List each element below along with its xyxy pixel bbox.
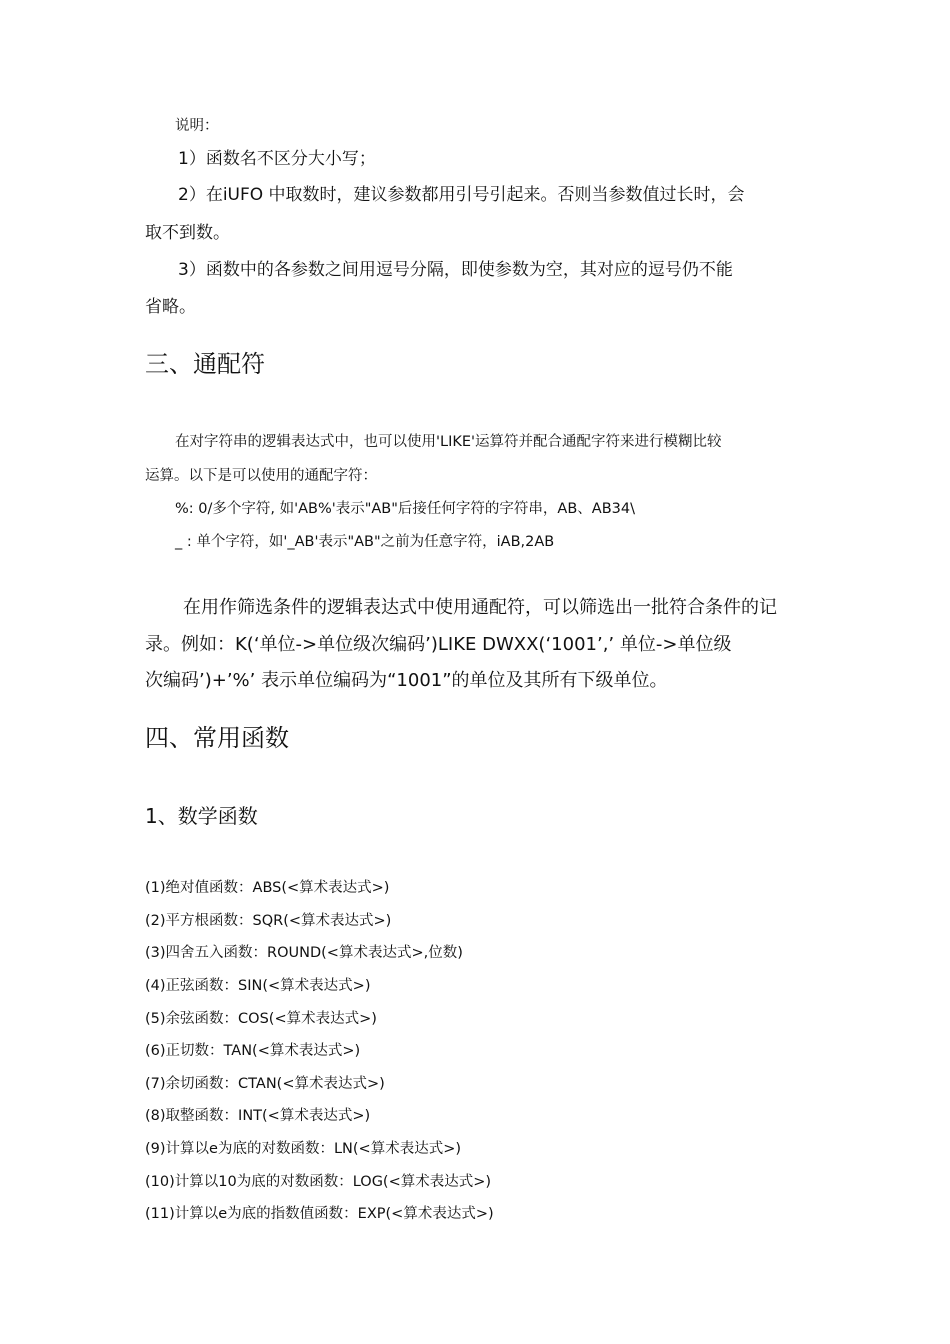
function-item: (11)计算以e为底的指数值函数：EXP(<算术表达式>) — [145, 1206, 494, 1222]
example-line-3: 次编码’)+’%’ 表示单位编码为“1001”的单位及其所有下级单位。 — [145, 670, 668, 691]
wildcard-intro-line-2: 运算。以下是可以使用的通配字符： — [145, 468, 377, 484]
function-item: (4)正弦函数：SIN(<算术表达式>) — [145, 978, 371, 994]
function-item: (5)余弦函数：COS(<算术表达式>) — [145, 1011, 377, 1027]
example-line-1: 在用作筛选条件的逻辑表达式中使用通配符，可以筛选出一批符合条件的记 — [183, 597, 777, 618]
section-4-title: 四、常用函数 — [145, 724, 289, 752]
function-item: (9)计算以e为底的对数函数：LN(<算术表达式>) — [145, 1141, 461, 1157]
subsection-math-title: 1、数学函数 — [145, 804, 258, 828]
note-item-3-line-2: 省略。 — [145, 297, 196, 317]
wildcard-percent: %: 0/多个字符, 如'AB%'表示"AB"后接任何字符的字符串，AB、AB34\ — [175, 501, 635, 517]
wildcard-intro-line-1: 在对字符串的逻辑表达式中，也可以使用'LIKE'运算符并配合通配字符来进行模糊比较 — [175, 434, 722, 450]
function-item: (3)四舍五入函数：ROUND(<算术表达式>,位数) — [145, 945, 463, 961]
function-item: (10)计算以10为底的对数函数：LOG(<算术表达式>) — [145, 1174, 492, 1190]
function-item: (2)平方根函数：SQR(<算术表达式>) — [145, 913, 392, 929]
function-item: (8)取整函数：INT(<算术表达式>) — [145, 1108, 371, 1124]
notes-heading: 说明： — [175, 118, 219, 134]
function-item: (7)余切函数：CTAN(<算术表达式>) — [145, 1076, 385, 1092]
note-item-2-line-1: 2）在iUFO 中取数时，建议参数都用引号引起来。否则当参数值过长时，会 — [178, 185, 745, 205]
note-item-3-line-1: 3）函数中的各参数之间用逗号分隔，即使参数为空，其对应的逗号仍不能 — [178, 260, 733, 280]
section-3-title: 三、通配符 — [145, 350, 265, 378]
wildcard-underscore: _ : 单个字符，如'_AB'表示"AB"之前为任意字符，iAB,2AB — [175, 534, 555, 550]
example-line-2: 录。例如：K(‘单位->单位级次编码’)LIKE DWXX(‘1001’,’ 单位->单位级 — [145, 634, 732, 655]
note-item-2-line-2: 取不到数。 — [145, 223, 230, 243]
function-item: (1)绝对值函数：ABS(<算术表达式>) — [145, 880, 390, 896]
note-item-1: 1）函数名不区分大小写； — [178, 149, 376, 169]
function-item: (6)正切数：TAN(<算术表达式>) — [145, 1043, 361, 1059]
